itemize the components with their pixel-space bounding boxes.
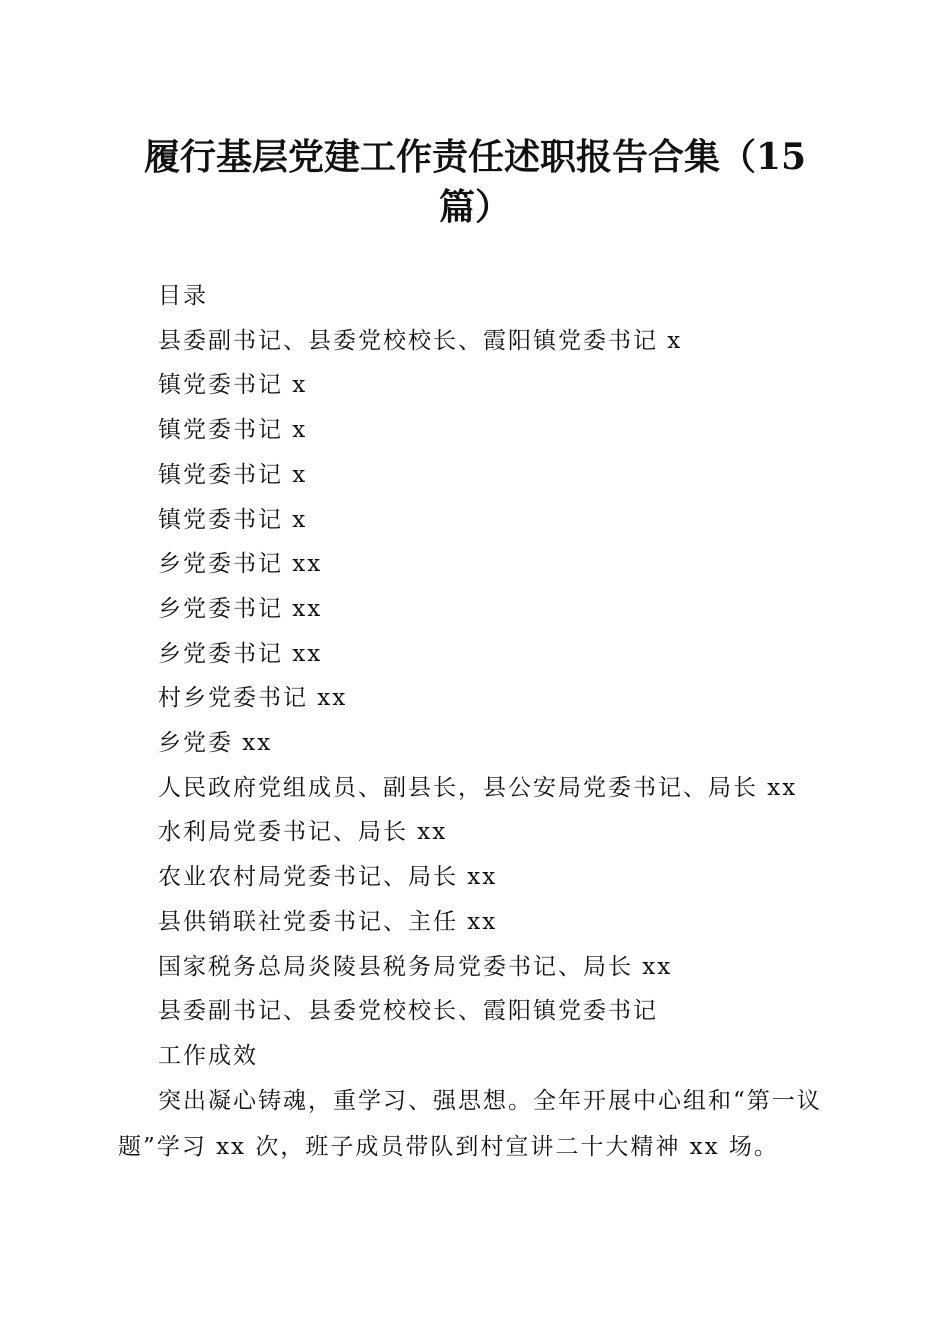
- toc-item: 农业农村局党委书记、局长 xx: [158, 864, 498, 891]
- toc-item: 镇党委书记 x: [158, 461, 308, 488]
- toc-item: 乡党委书记 xx: [158, 551, 323, 578]
- toc-item: 乡党委 xx: [158, 730, 273, 757]
- toc-item: 国家税务总局炎陵县税务局党委书记、局长 xx: [158, 953, 673, 980]
- table-of-contents: [158, 274, 858, 1079]
- toc-item: 镇党委书记 x: [158, 506, 308, 533]
- toc-item: 县供销联社党委书记、主任 xx: [158, 908, 498, 935]
- toc-heading: 目录: [158, 283, 208, 309]
- toc-item: 乡党委书记 xx: [158, 640, 323, 667]
- toc-item: 乡党委书记 xx: [158, 595, 323, 622]
- section-title: 县委副书记、县委党校校长、霞阳镇党委书记: [158, 998, 658, 1025]
- document-title: [120, 132, 830, 232]
- title-line-1: 履行基层党建工作责任述职报告合集（15: [143, 136, 807, 178]
- toc-item: 镇党委书记 x: [158, 417, 308, 444]
- subsection-heading: 工作成效: [158, 1042, 258, 1069]
- toc-item: 人民政府党组成员、副县长，县公安局党委书记、局长 xx: [158, 774, 798, 801]
- body-paragraph: 突出凝心铸魂，重学习、强思想。全年开展中心组和“第一议题”学习 xx 次，班子成员带队到村宣讲二十大精神 xx 场。: [118, 1088, 822, 1160]
- title-line-2: 篇）: [438, 186, 511, 228]
- toc-item: 村乡党委书记 xx: [158, 685, 348, 712]
- toc-item: 镇党委书记 x: [158, 372, 308, 399]
- toc-item: 县委副书记、县委党校校长、霞阳镇党委书记 x: [158, 327, 683, 354]
- toc-item: 水利局党委书记、局长 xx: [158, 819, 448, 846]
